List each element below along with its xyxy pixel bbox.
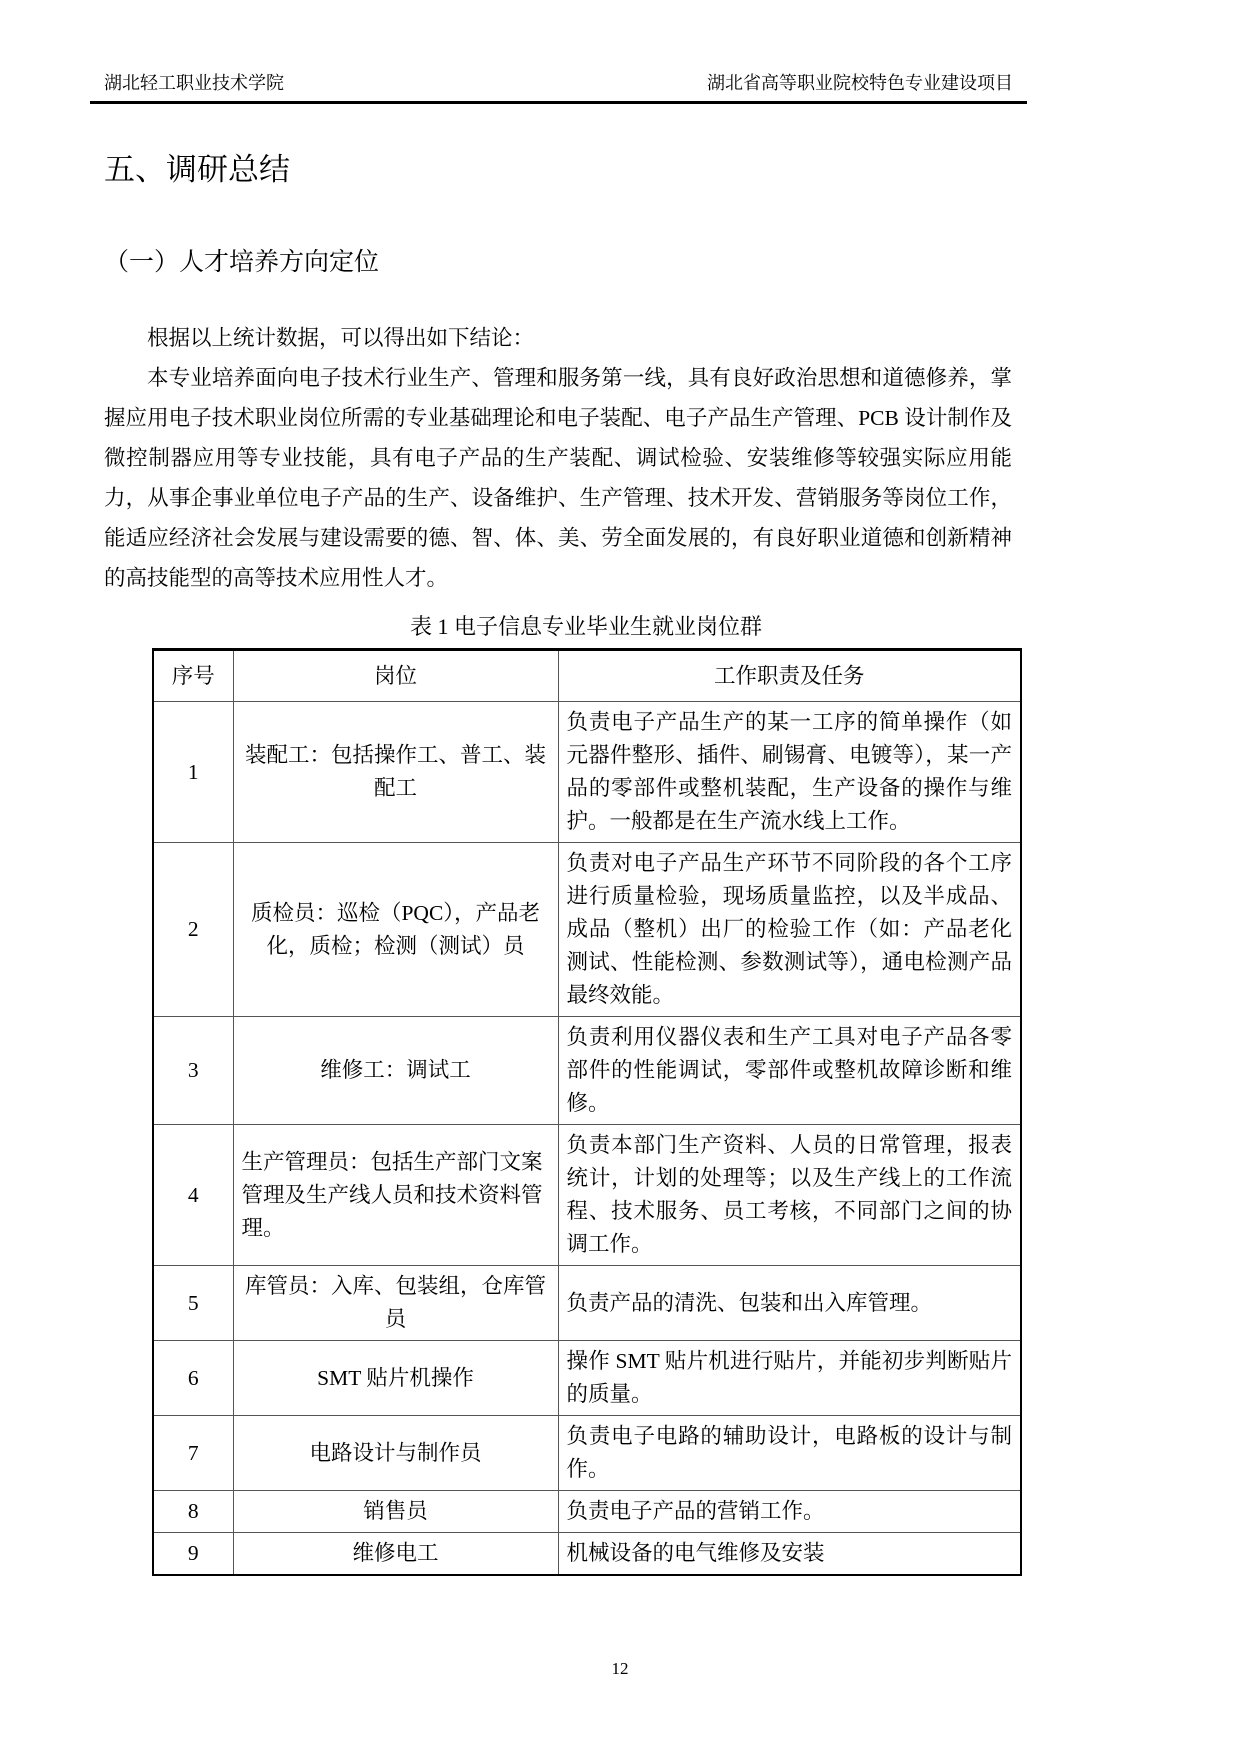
post-cell: 库管员：入库、包装组，仓库管员 xyxy=(233,1266,558,1341)
page-content xyxy=(104,150,1012,1576)
section-title: 五、调研总结 xyxy=(104,152,290,187)
column-header-no: 序号 xyxy=(153,650,233,702)
duty-cell: 负责产品的清洗、包装和出入库管理。 xyxy=(558,1266,1021,1341)
jobs-table xyxy=(152,648,1022,1576)
row-index-cell: 8 xyxy=(153,1491,233,1533)
post-cell: 生产管理员：包括生产部门文案管理及生产线人员和技术资料管理。 xyxy=(233,1125,558,1266)
table-header-row xyxy=(153,650,1021,702)
row-index-cell: 6 xyxy=(153,1341,233,1416)
duty-cell: 负责电子产品生产的某一工序的简单操作（如元器件整形、插件、刷锡膏、电镀等），某一产品的零部件或整机装配，生产设备的操作与维护。一般都是在生产流水线上工作。 xyxy=(558,702,1021,843)
duty-cell: 负责对电子产品生产环节不同阶段的各个工序进行质量检验，现场质量监控，以及半成品、成品（整机）出厂的检验工作（如：产品老化测试、性能检测、参数测试等），通电检测产品最终效能。 xyxy=(558,843,1021,1017)
intro-paragraph: 根据以上统计数据，可以得出如下结论： xyxy=(147,326,535,350)
post-cell: 装配工：包括操作工、普工、装配工 xyxy=(233,702,558,843)
duty-cell: 负责电子电路的辅助设计，电路板的设计与制作。 xyxy=(558,1416,1021,1491)
table-row xyxy=(153,1125,1021,1266)
running-header xyxy=(90,72,1027,104)
table-row xyxy=(153,1017,1021,1125)
duty-cell: 机械设备的电气维修及安装 xyxy=(558,1533,1021,1576)
post-cell: 维修电工 xyxy=(233,1533,558,1576)
column-header-duty: 工作职责及任务 xyxy=(558,650,1021,702)
row-index-cell: 1 xyxy=(153,702,233,843)
duty-cell: 负责利用仪器仪表和生产工具对电子产品各零部件的性能调试，零部件或整机故障诊断和维修。 xyxy=(558,1017,1021,1125)
table-row xyxy=(153,702,1021,843)
table-row xyxy=(153,1491,1021,1533)
body-paragraph: 本专业培养面向电子技术行业生产、管理和服务第一线，具有良好政治思想和道德修养，掌握应用电子技术职业岗位所需的专业基础理论和电子装配、电子产品生产管理、PCB 设计制作及微控制器应用等专业技能，具有电子产品的生产装配、调试检验、安装维修等较强实际应用能力，从事企事业单位电子产品的生产、设备维护、生产管理、技术开发、营销服务等岗位工作，能适应经济社会发展与建设需要的德、智、体、美、劳全面发展的，有良好职业道德和创新精神的高技能型的高等技术应用性人才。 xyxy=(104,366,1012,590)
page-number: 12 xyxy=(611,1659,629,1678)
post-cell: SMT 贴片机操作 xyxy=(233,1341,558,1416)
row-index-cell: 3 xyxy=(153,1017,233,1125)
table-row xyxy=(153,843,1021,1017)
table-caption: 表 1 电子信息专业毕业生就业岗位群 xyxy=(409,614,762,639)
section-subtitle: （一）人才培养方向定位 xyxy=(104,249,380,276)
table-row xyxy=(153,1533,1021,1576)
row-index-cell: 4 xyxy=(153,1125,233,1266)
duty-cell: 负责电子产品的营销工作。 xyxy=(558,1491,1021,1533)
table-row xyxy=(153,1416,1021,1491)
column-header-post: 岗位 xyxy=(233,650,558,702)
post-cell: 质检员：巡检（PQC），产品老化，质检；检测（测试）员 xyxy=(233,843,558,1017)
header-left-text: 湖北轻工职业技术学院 xyxy=(104,73,284,93)
row-index-cell: 9 xyxy=(153,1533,233,1576)
header-right-text: 湖北省高等职业院校特色专业建设项目 xyxy=(707,73,1013,93)
row-index-cell: 2 xyxy=(153,843,233,1017)
duty-cell: 负责本部门生产资料、人员的日常管理，报表统计，计划的处理等；以及生产线上的工作流程、技术服务、员工考核，不同部门之间的协调工作。 xyxy=(558,1125,1021,1266)
duty-cell: 操作 SMT 贴片机进行贴片，并能初步判断贴片的质量。 xyxy=(558,1341,1021,1416)
row-index-cell: 7 xyxy=(153,1416,233,1491)
post-cell: 维修工：调试工 xyxy=(233,1017,558,1125)
table-row xyxy=(153,1266,1021,1341)
post-cell: 电路设计与制作员 xyxy=(233,1416,558,1491)
row-index-cell: 5 xyxy=(153,1266,233,1341)
table-row xyxy=(153,1341,1021,1416)
post-cell: 销售员 xyxy=(233,1491,558,1533)
